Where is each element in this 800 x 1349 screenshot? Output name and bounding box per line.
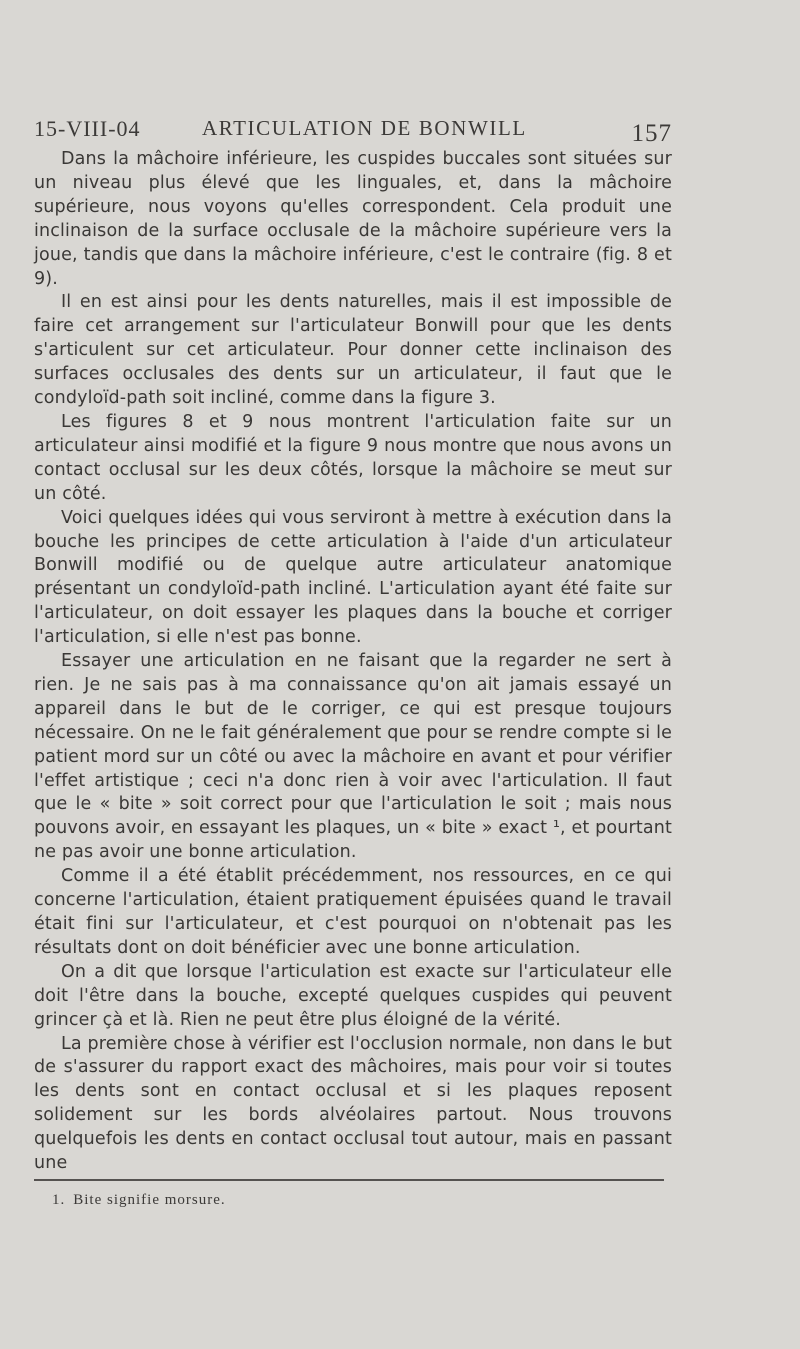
footnote-divider	[34, 1179, 664, 1181]
paragraph: Dans la mâchoire inférieure, les cuspides buccales sont situées sur un niveau plus élevé que les linguales, et, dans la mâchoire supérieure, nous voyons qu'elles correspondent. Cela produit une inclinaison de la surface occlusale de la mâchoire supérieure vers la joue, tandis que dans la mâchoire inférieure, c'est le contraire (fig. 8 et 9).	[34, 149, 672, 289]
running-head	[34, 116, 672, 150]
paragraph: La première chose à vérifier est l'occlusion normale, non dans le but de s'assurer du rapport exact des mâchoires, mais pour voir si toutes les dents sont en contact occlusal et si les plaques reposent solidement sur les bords alvéolaires partout. Nous trouvons quelquefois les dents en contact occlusal tout autour, mais en passant une	[34, 1033, 672, 1174]
page-number: 157	[631, 120, 672, 147]
paragraph: Comme il a été établit précédemment, nos ressources, en ce qui concerne l'articulation, étaient pratiquement épuisées quand le travail était fini sur l'articulateur, et c'est pourquoi on n'obtenait pas les résultats dont on doit bénéficier avec une bonne articulation.	[34, 866, 672, 958]
issue-date: 15-VIII-04	[34, 116, 141, 141]
paragraph: Il en est ainsi pour les dents naturelles, mais il est impossible de faire cet arrangement sur l'articulateur Bonwill pour que les dents s'articulent sur cet articulateur. Pour donner cette inclinaison des surfaces occlusales des dents sur un articulateur, il faut que le condyloïd-path soit incliné, comme dans la figure 3.	[34, 292, 672, 409]
chapter-title: ARTICULATION DE BONWILL	[202, 116, 527, 140]
paragraph: On a dit que lorsque l'articulation est exacte sur l'articulateur elle doit l'être dans la bouche, excepté quelques cuspides qui peuvent grincer çà et là. Rien ne peut être plus éloigné de la vérité.	[34, 961, 672, 1030]
paragraph: Essayer une articulation en ne faisant que la regarder ne sert à rien. Je ne sais pas à ma connaissance qu'on ait jamais essayé un appareil dans le but de le corriger, ce qui est presque toujours nécessaire. On ne le fait généralement que pour se rendre compte si le patient mord sur un côté ou avec la mâchoire en avant et pour vérifier l'effet artistique ; ceci n'a donc rien à voir avec l'articulation. Il faut que le « bite » soit correct pour que l'articulation le soit ; mais nous pouvons avoir, en essayant les plaques, un « bite » exact ¹, et pourtant ne pas avoir une bonne articulation.	[34, 651, 672, 863]
body-text	[34, 148, 672, 1176]
footnote	[52, 1192, 652, 1209]
paragraph: Les figures 8 et 9 nous montrent l'articulation faite sur un articulateur ainsi modifié et la figure 9 nous montre que nous avons un contact occlusal sur les deux côtés, lorsque la mâchoire se meut sur un côté.	[34, 411, 672, 504]
footnote-number: 1.	[52, 1192, 66, 1208]
footnote-text: Bite signifie morsure.	[73, 1192, 226, 1208]
paragraph: Voici quelques idées qui vous serviront à mettre à exécution dans la bouche les principes de cette articulation à l'aide d'un articulateur Bonwill modifié ou de quelque autre articulateur anatomique présentant un condyloïd-path incliné. L'articulation ayant été faite sur l'articulateur, on doit essayer les plaques dans la bouche et corriger l'articulation, si elle n'est pas bonne.	[34, 507, 672, 648]
